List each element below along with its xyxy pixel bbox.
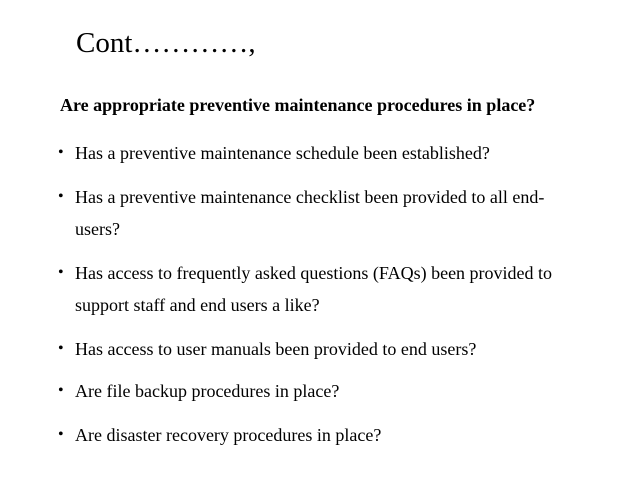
bullet-text: Are disaster recovery procedures in place? [75,425,382,445]
bullet-icon: • [58,188,64,205]
bullet-text-continued: support staff and end users a like? [75,295,320,315]
bullet-text-continued: users? [75,219,120,239]
bullet-text: Has a preventive maintenance schedule been established? [75,143,490,163]
bullet-icon: • [58,382,64,399]
bullet-icon: • [58,426,64,443]
bullet-text: Are file backup procedures in place? [75,381,340,401]
bullet-text: Has access to user manuals been provided to end users? [75,339,477,359]
bullet-text: Has access to frequently asked questions (FAQs) been provided to [75,263,553,283]
slide-title: Cont…………, [76,27,256,59]
bullet-text: Has a preventive maintenance checklist been provided to all end- [75,187,545,207]
bullet-icon: • [58,340,64,357]
bullet-icon: • [58,144,64,161]
section-question: Are appropriate preventive maintenance procedures in place? [60,95,536,115]
bullet-icon: • [58,264,64,281]
